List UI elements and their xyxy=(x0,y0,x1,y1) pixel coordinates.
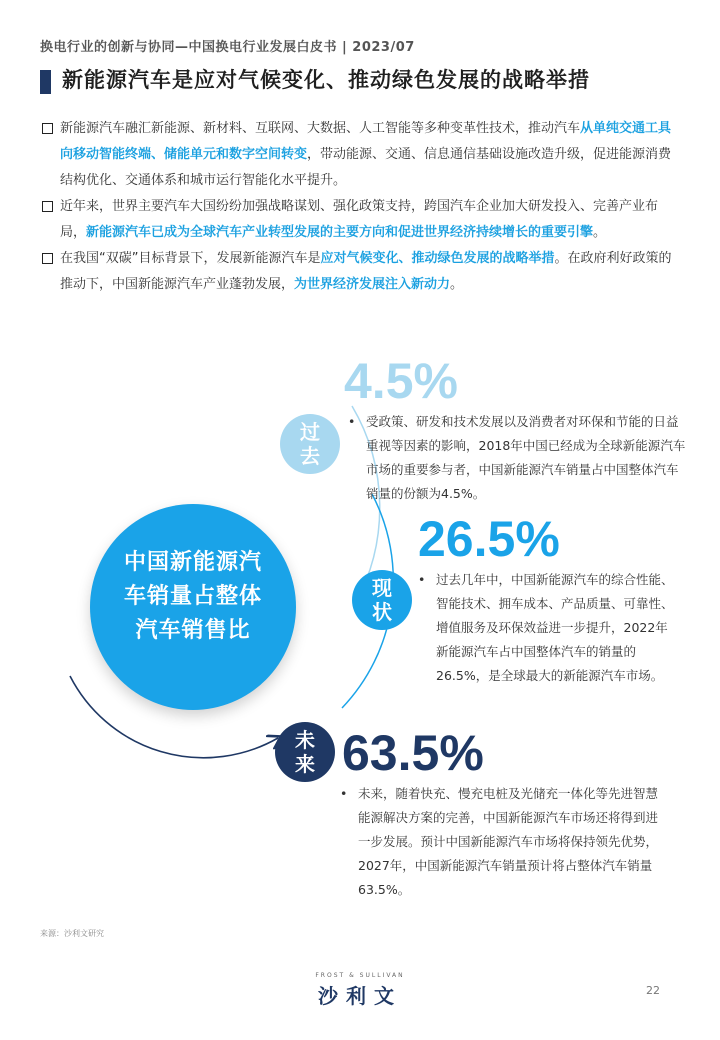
bullet-highlight: 应对气候变化、推动绿色发展的战略举措 xyxy=(320,251,555,266)
bullet-highlight: 为世界经济发展注入新动力 xyxy=(294,277,451,292)
page-title: 新能源汽车是应对气候变化、推动绿色发展的战略举措 xyxy=(62,68,590,92)
past-badge-char: 去 xyxy=(300,444,320,468)
bullet-text: 新能源汽车融汇新能源、新材料、互联网、大数据、人工智能等多种变革性技术，推动汽车 xyxy=(60,121,581,136)
bullet-text: 近年来，世界主要汽车大国纷纷加强战略谋划、强化政策支持，跨国汽车企业加大研发投入、完善产业布局， xyxy=(60,199,659,240)
future-percent: 63.5% xyxy=(342,725,484,781)
bullet-dot: • xyxy=(340,786,348,801)
bullet-text: 在我国“双碳”目标背景下，发展新能源汽车是 xyxy=(60,251,321,266)
now-badge xyxy=(352,570,412,630)
page-number: 22 xyxy=(646,984,660,997)
future-badge-char: 来 xyxy=(295,752,315,776)
future-badge-char: 未 xyxy=(295,728,315,752)
future-badge xyxy=(275,722,335,782)
past-description xyxy=(348,410,688,506)
now-description xyxy=(418,568,678,688)
bullet-text: 。在政府利好政策的推动下，中国新能源汽车产业蓬勃发展， xyxy=(60,251,672,292)
logo-subtext: FROST & SULLIVAN xyxy=(315,972,405,979)
center-label-line: 中国新能源汽 xyxy=(123,550,262,575)
bullet-text: ，带动能源、交通、信息通信基础设施改造升级，促进能源消费结构优化、交通体系和城市运行智能化水平提升。 xyxy=(60,147,672,188)
bullet-highlight: 新能源汽车已成为全球汽车产业转型发展的主要方向和促进世界经济持续增长的重要引擎 xyxy=(86,225,594,240)
past-description-text: 受政策、研发和技术发展以及消费者对环保和节能的日益重视等因素的影响，2018年中国已经成为全球新能源汽车市场的重要参与者，中国新能源汽车销量占中国整体汽车销量的份额为4.5%。 xyxy=(366,414,686,501)
future-description xyxy=(340,782,660,902)
past-badge xyxy=(280,414,340,474)
bullet-text: 。 xyxy=(593,225,607,240)
center-label-line: 车销量占整体 xyxy=(123,584,262,609)
now-badge-char: 现 xyxy=(372,576,392,600)
past-badge-char: 过 xyxy=(300,420,320,444)
source-note: 来源：沙利文研究 xyxy=(40,929,104,938)
center-label xyxy=(100,546,286,648)
future-description-text: 未来，随着快充、慢充电桩及光储充一体化等先进智慧能源解决方案的完善，中国新能源汽车市场还将得到进一步发展。预计中国新能源汽车市场将保持领先优势，2027年，中国新能源汽车销量预计将占整体汽车销量63.5%。 xyxy=(358,786,659,897)
now-badge-char: 状 xyxy=(372,600,392,624)
bullet-highlight: 从单纯交通工具向移动智能终端、储能单元和数字空间转变 xyxy=(60,121,672,162)
bullet-dot: • xyxy=(418,572,426,587)
logo: 沙利文 xyxy=(318,984,402,1008)
report-header: 换电行业的创新与协同—中国换电行业发展白皮书 | 2023/07 xyxy=(40,40,415,55)
bullet-text: 。 xyxy=(450,277,464,292)
now-percent: 26.5% xyxy=(418,511,560,567)
bullet-dot: • xyxy=(348,414,356,429)
past-percent: 4.5% xyxy=(344,353,458,409)
center-label-line: 汽车销售比 xyxy=(135,618,251,643)
now-description-text: 过去几年中，中国新能源汽车的综合性能、智能技术、拥车成本、产品质量、可靠性、增值服务及环保效益进一步提升，2022年新能源汽车占中国整体汽车的销量的26.5%，是全球最大的新能源汽车市场。 xyxy=(436,572,674,683)
